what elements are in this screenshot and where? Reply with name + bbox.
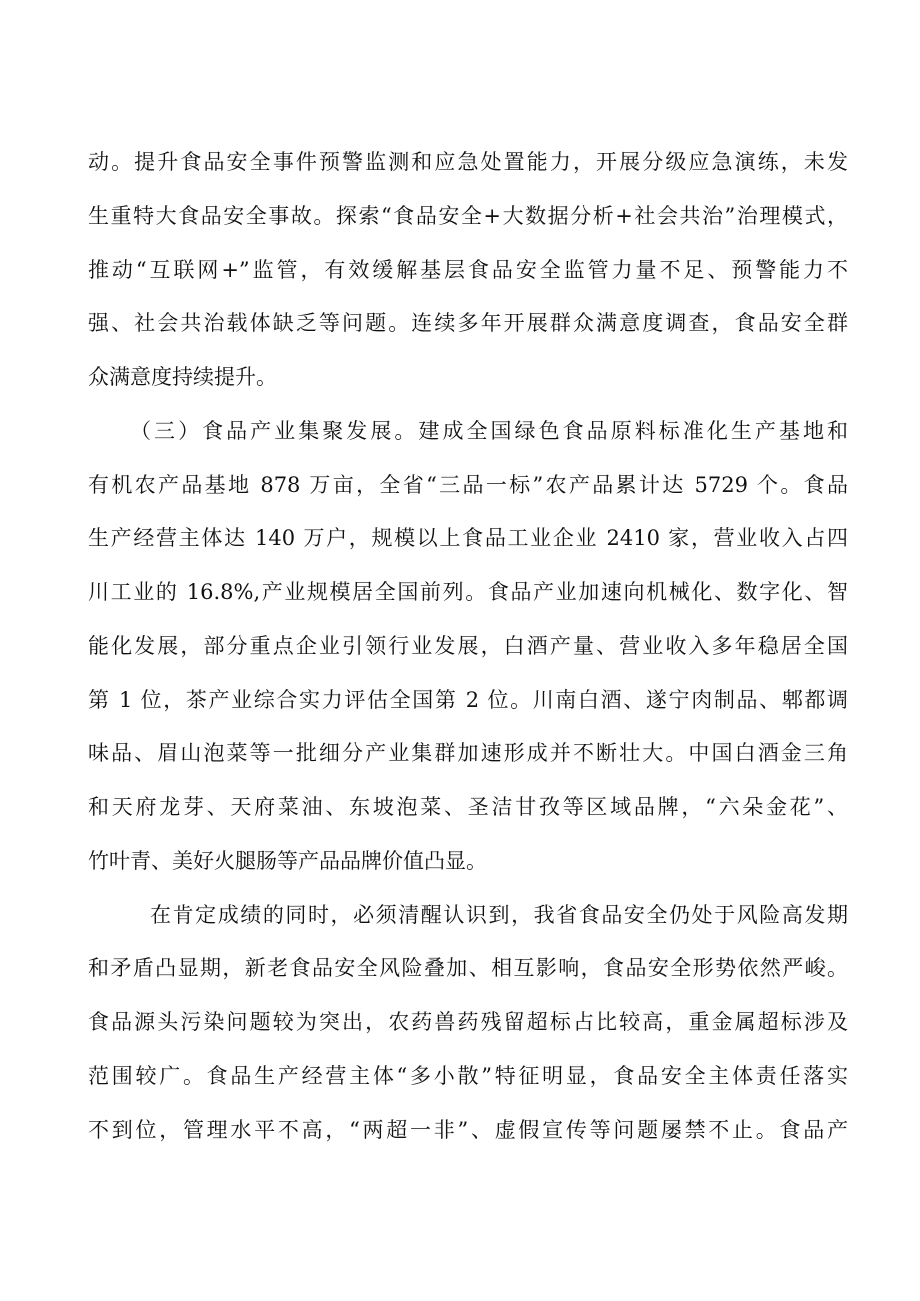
text-line-11: 第 1 位，茶产业综合实力评估全国第 2 位。川南白酒、遂宁肉制品、郫都调 bbox=[88, 688, 848, 712]
text-line-8: 生产经营主体达 140 万户，规模以上食品工业企业 2410 家，营业收入占四 bbox=[88, 526, 848, 550]
section-heading-line: （三）食品产业集聚发展。建成全国绿色食品原料标准化生产基地和 bbox=[130, 419, 848, 443]
text-line-3: 推动“互联网+”监管，有效缓解基层食品安全监管力量不足、预警能力不 bbox=[88, 258, 848, 282]
text-line-18: 范围较广。食品生产经营主体“多小散”特征明显，食品安全主体责任落实 bbox=[88, 1064, 848, 1088]
text-line-12: 味品、眉山泡菜等一批细分产业集群加速形成并不断壮大。中国白酒金三角 bbox=[88, 741, 848, 765]
text-line-10: 能化发展，部分重点企业引领行业发展，白酒产量、营业收入多年稳居全国 bbox=[88, 634, 848, 658]
text-line-4: 强、社会共治载体缺乏等问题。连续多年开展群众满意度调查，食品安全群 bbox=[88, 311, 848, 335]
text-line-16: 和矛盾凸显期，新老食品安全风险叠加、相互影响，食品安全形势依然严峻。 bbox=[88, 956, 848, 980]
text-line-14: 竹叶青、美好火腿肠等产品品牌价值凸显。 bbox=[88, 849, 487, 873]
text-line-13: 和天府龙芽、天府菜油、东坡泡菜、圣洁甘孜等区域品牌，“六朵金花”、 bbox=[88, 795, 848, 819]
text-line-7: 有机农产品基地 878 万亩，全省“三品一标”农产品累计达 5729 个。食品 bbox=[88, 473, 848, 497]
text-line-5: 众满意度持续提升。 bbox=[88, 365, 277, 389]
text-line-1: 动。提升食品安全事件预警监测和应急处置能力，开展分级应急演练，未发 bbox=[88, 150, 848, 174]
text-line-19: 不到位，管理水平不高，“两超一非”、虚假宣传等问题屡禁不止。食品产 bbox=[88, 1118, 848, 1142]
text-line-2: 生重特大食品安全事故。探索“食品安全+大数据分析+社会共治”治理模式， bbox=[88, 204, 848, 228]
text-line-17: 食品源头污染问题较为突出，农药兽药残留超标占比较高，重金属超标涉及 bbox=[88, 1010, 848, 1034]
text-line-9: 川工业的 16.8%,产业规模居全国前列。食品产业加速向机械化、数字化、智 bbox=[88, 580, 848, 604]
paragraph-start-line: 在肯定成绩的同时，必须清醒认识到，我省食品安全仍处于风险高发期 bbox=[150, 903, 848, 927]
